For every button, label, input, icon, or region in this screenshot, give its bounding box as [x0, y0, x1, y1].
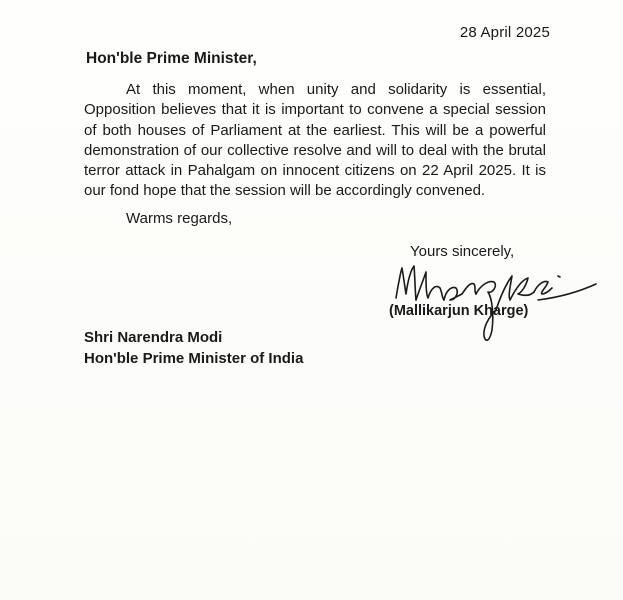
body-line: our fond hope that the session will be accordingly convened.: [84, 182, 486, 200]
salutation: Hon'ble Prime Minister,: [86, 50, 257, 67]
body-line: terror attack in Pahalgam on innocent citizens on 22 April 2025. It is: [84, 162, 546, 180]
sign-off: Yours sincerely,: [410, 243, 515, 260]
recipient-title: Hon'ble Prime Minister of India: [84, 350, 304, 367]
body-line: At this moment, when unity and solidarity is essential,: [126, 81, 546, 98]
body-line: demonstration of our collective resolve and will to deal with the brutal: [84, 141, 546, 159]
letter-date: 28 April 2025: [459, 24, 550, 41]
body-line: Opposition believes that it is important to convene a special session: [84, 101, 546, 119]
letter-body: [84, 80, 546, 202]
body-line: of both houses of Parliament at the earliest. This will be a powerful: [84, 121, 546, 139]
closing: Warms regards,: [126, 210, 233, 227]
signatory-name: (Mallikarjun Kharge): [389, 303, 529, 319]
recipient-name: Shri Narendra Modi: [84, 329, 223, 346]
